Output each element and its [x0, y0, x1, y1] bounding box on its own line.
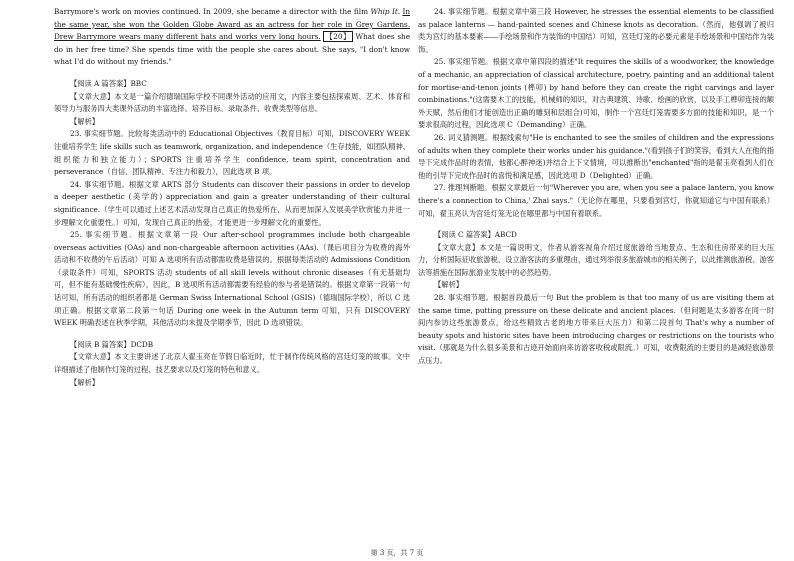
question-23-explanation: 23. 事实细节题。比较每类活动中的 Educational Objectives（教育目标）可知，DISCOVERY WEEK 注重培养学生 life skills such as teamwork, organization, and independence（生存技能，如团队精神、组织能力和独立能力）；SPORTS 注重培养学生 confidence, team spirit, concentration and perseverance（自信、团队精神、专注力和毅力），因此选项 B 项。: [54, 129, 410, 177]
summary-b: 【文章大意】本文主要讲述了北京人翟玉亮在节假日临近时，忙于制作传统风格的宫廷灯笼的故事。文中详细描述了他制作灯笼的过程、技艺要求以及灯笼的特色和意义。: [54, 352, 410, 375]
question-25-explanation: 25. 事实细节题。根据文章第一段 Our after-school programmes include both chargeable overseas activities (OAs) and non-chargeable afternoon activities (AAs).（课后项目分为收费的海外活动和不收费的午后活动）可知 A 选项所有活动都需收费是错误的。根据每类活动的 Admissions Condition（录取条件）可知，SPORTS 活动 students of all skill levels without chronic diseases（有无基础均可，但不能有基础慢性疾病），因此，B 选项所有活动都需要有经验的参与者是错误的。根据文章第一段第一句话可知，所有活动的组织者都是 German Swiss International School (GSIS)（德瑞国际学校），所以 C 选项正确。根据文章第二段第一句话 During one week in the Autumn term 可知，只有 DISCOVERY WEEK 明确表述在秋季学期，其他活动均未提及学期季节，因此 D 选项错误。: [54, 230, 410, 328]
question-24-explanation: 24. 事实细节题。根据文章 ARTS 部分 Students can discover their passions in order to develop a deeper aesthetic (美学的) appreciation and gain a greater understanding of their cultural significance.（学生可以通过上述艺术活动发现自己真正的热爱所在，从而更加深入发展美学欣赏能力并进一步理解文化重要性。）可知，发现自己真正的热爱，才能更进一步理解文化的重要性。: [54, 179, 410, 227]
question-26-explanation: 26. 词义猜测题。根据线索句"He is enchanted to see the smiles of children and the expressions of adults when they complete their works under his guidance."(看到孩子们的笑容，看到大人在他的指导下完成作品时的表情，他都心醉神迷)并结合上下文情境，可以推断出"enchanted"指的是翟玉亮看到人们在他的引导下完成作品时的喜悦和满足感，因此选项 D（Delighted）正确。: [418, 132, 774, 180]
intro-text-2: .: [397, 7, 403, 16]
right-column: [418, 6, 774, 368]
question-24-b-explanation: 24. 事实细节题。根据文章中第三段 However, he stresses the essential elements to be classified as palace lanterns — hand-painted scenes and Chinese knots as decoration.（然而，他强调了被归类为宫灯的基本要素——手绘场景和作为装饰的中国结）可知，宫廷灯笼的必要元素是手绘场景和中国结作为装饰。: [418, 7, 774, 54]
film-title: Whip It: [370, 7, 398, 16]
left-column: [54, 6, 410, 389]
analysis-label: 【解析】: [434, 280, 463, 290]
question-27-explanation: 27. 推理判断题。根据文章最后一句"Wherever you are, when you see a palace lantern, you know there's a connection to China,' Zhai says."（无论你在哪里，只要看到宫灯，你就知道它与中国有联系）可知，翟玉亮认为宫廷灯笼无论在哪里都与中国有着联系。: [418, 183, 774, 218]
analysis-label: 【解析】: [70, 116, 99, 126]
answer-c: 【阅读 C 篇答案】ABCD: [434, 230, 517, 240]
intro-text-1: Barrymore's work on movies continued. In 2009, she became a director with the film: [54, 7, 371, 16]
intro-paragraph: [54, 6, 410, 69]
intro-text-3: What does she do in her free time? She spends time with the people she cares about. She says, "I don't know what I'd do without my friends.": [54, 32, 410, 67]
summary-c: 【文章大意】本文是一篇说明文，作者从游客视角介绍过度旅游给当地景点、生态和住房带来的巨大压力，分析国际征收旅游税、设立游客法的多重理由，通过列举很多旅游城市的相关例子，以此推测旅游税、游客法等措施在国际旅游业发展中的必然趋势。: [418, 242, 774, 277]
analysis-label: 【解析】: [70, 377, 99, 387]
question-28-explanation: 28. 事实细节题。根据首段最后一句 But the problem is that too many of us are visiting them at the same time, putting pressure on these delicate and ancient places.（但问题是太多游客在同一时间内参访这些旅游景点，给这些精致古老的地方带来巨大压力）和第二段首句 That's why a number of beauty spots and historic sites have been introducing charges or restrictions on the tourists who visit.（那就是为什么很多美景和古迹开始面向来访游客收税或限流。）可知，收费限流的主要目的是减轻旅游景点压力。: [418, 293, 774, 366]
answer-a: 【阅读 A 篇答案】BBC: [70, 78, 147, 88]
page-number: 第 3 页，共 7 页: [370, 549, 424, 557]
underlined-sentence: In the same year, she won the Golden Globe Award as an actress for her role in Grey Gardens. Drew Barrymore wears many different hats and works very long hours.: [54, 7, 410, 42]
question-25-b-explanation: 25. 事实细节题。根据文章中第四段的描述"It requires the skills of a woodworker, the knowledge of a mechanic, an appreciation of classical architecture, poetry, painting and an additional talent for mortise-and-tenon joints (榫卯) by hand before they can create the right carvings and layer combinations."(这需要木工的技能，机械师的知识，对古典建筑、诗歌、绘画的欣赏，以及手工榫卯连接的额外天赋，然后他们才能创造出正确的雕刻和层组合)可知，制作一个宫廷灯笼需要多方面的技能和知识，是一个要求很高的过程，因此选项 C（Demanding）正确。: [418, 57, 774, 130]
answer-b: 【阅读 B 篇答案】DCDB: [70, 339, 154, 349]
blank-marker: 【20】: [325, 32, 351, 42]
summary-a: 【文章大意】本文是一篇介绍德瑞国际学校不同课外活动的应用文，内容主要包括探索周、艺术、体育和领导力与服务四大类课外活动的丰富选择、培养目标、录取条件、收费类型等信息。: [54, 91, 410, 114]
